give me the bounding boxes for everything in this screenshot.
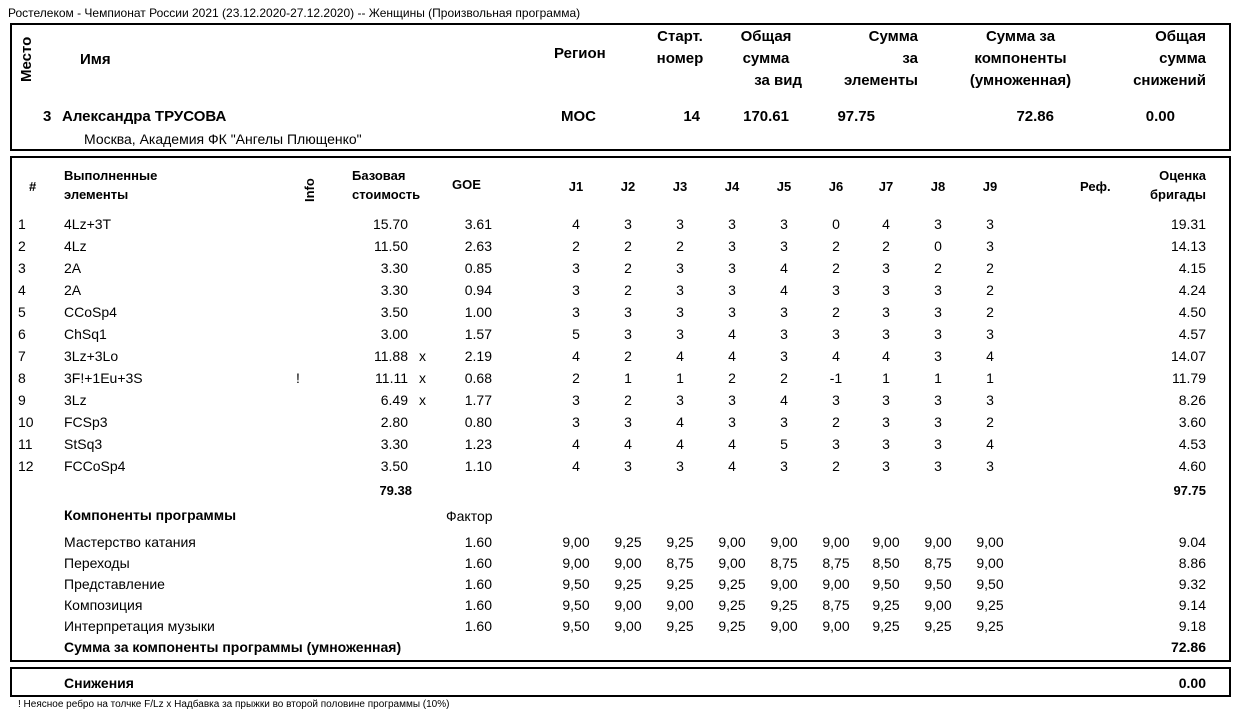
judge-component-score: 9,25 <box>976 597 1004 613</box>
judge-score: 0 <box>832 216 840 232</box>
judge-component-score: 8,75 <box>822 555 850 571</box>
judge-score: 3 <box>624 326 632 342</box>
col-judge-header: J2 <box>620 179 636 194</box>
judge-component-score: 9,50 <box>562 597 590 613</box>
judge-score: 1 <box>676 370 684 386</box>
judge-score: 3 <box>572 414 580 430</box>
judge-score: 3 <box>882 436 890 452</box>
judge-score: 4 <box>882 216 890 232</box>
element-panel-score: 4.60 <box>1178 458 1206 474</box>
judge-score: 2 <box>624 348 632 364</box>
component-name: Мастерство катания <box>64 534 196 550</box>
col-num-header: # <box>29 179 37 194</box>
skater-total-score: 170.61 <box>743 108 789 125</box>
judge-component-score: 9,00 <box>614 555 642 571</box>
judge-score: 3 <box>934 304 942 320</box>
element-base-value: 11.88 <box>374 348 408 364</box>
element-goe: 0.68 <box>464 370 492 386</box>
judge-score: 0 <box>934 238 942 254</box>
deductions-box <box>10 667 1231 697</box>
element-number: 6 <box>18 326 26 342</box>
judge-score: 3 <box>676 260 684 276</box>
judge-component-score: 9,00 <box>822 618 850 634</box>
judge-score: 2 <box>832 238 840 254</box>
element-code: 3Lz+3Lo <box>64 348 119 364</box>
footnote: ! Неясное ребро на толчке F/Lz x Надбавка за прыжки во второй половине программы (10%) <box>18 699 450 710</box>
element-code: CCoSp4 <box>64 304 117 320</box>
judge-score: 4 <box>728 458 736 474</box>
judge-score: 3 <box>624 458 632 474</box>
element-number: 10 <box>18 414 34 430</box>
element-code: 2A <box>64 260 82 276</box>
col-judge-header: J4 <box>724 179 740 194</box>
judge-score: 2 <box>986 260 994 276</box>
deductions-value: 0.00 <box>1178 675 1206 691</box>
judge-score: 3 <box>676 304 684 320</box>
judge-score: 4 <box>572 436 580 452</box>
element-panel-score: 3.60 <box>1178 414 1206 430</box>
judge-score: 3 <box>882 458 890 474</box>
judge-score: 3 <box>934 392 942 408</box>
element-goe: 1.23 <box>464 436 492 452</box>
element-base-value: 3.30 <box>380 260 408 276</box>
element-goe: 2.19 <box>464 348 492 364</box>
element-goe: 1.10 <box>464 458 492 474</box>
document-title: Ростелеком - Чемпионат России 2021 (23.12.2020-27.12.2020) -- Женщины (Произвольная программа) <box>8 6 581 20</box>
element-base-value: 3.50 <box>380 458 408 474</box>
element-code: ChSq1 <box>64 326 107 342</box>
judge-component-score: 9,25 <box>872 618 900 634</box>
judge-component-score: 8,75 <box>822 597 850 613</box>
judge-score: 3 <box>728 304 736 320</box>
component-factor: 1.60 <box>464 618 492 634</box>
judge-component-score: 9,00 <box>822 534 850 550</box>
element-panel-score: 4.15 <box>1178 260 1206 276</box>
judge-score: 2 <box>624 238 632 254</box>
components-sum-value: 72.86 <box>1170 639 1206 655</box>
judge-score: 2 <box>832 260 840 276</box>
skater-deductions: 0.00 <box>1145 108 1175 125</box>
judge-component-score: 9,25 <box>872 597 900 613</box>
judge-component-score: 8,75 <box>666 555 694 571</box>
judge-score: 3 <box>934 348 942 364</box>
element-number: 1 <box>18 216 26 232</box>
element-panel-score: 11.79 <box>1172 370 1206 386</box>
judge-score: 3 <box>832 326 840 342</box>
judge-score: 3 <box>624 414 632 430</box>
col-base-value-header: Базовая стоимость <box>352 168 421 202</box>
judge-component-score: 9,25 <box>666 618 694 634</box>
component-name: Композиция <box>64 597 143 613</box>
element-base-value: 11.50 <box>374 238 408 254</box>
judge-component-score: 9,50 <box>562 618 590 634</box>
judge-component-score: 9,50 <box>924 576 952 592</box>
judge-score: 1 <box>624 370 632 386</box>
judge-score: 3 <box>728 238 736 254</box>
element-goe: 0.94 <box>464 282 492 298</box>
elements-total: 97.75 <box>1173 483 1206 498</box>
judge-score: 1 <box>934 370 942 386</box>
element-goe: 1.00 <box>464 304 492 320</box>
element-panel-score: 14.13 <box>1170 238 1206 254</box>
judge-score: 3 <box>986 458 994 474</box>
skater-start-number: 14 <box>683 108 700 125</box>
judge-score: 4 <box>676 348 684 364</box>
col-judge-header: J9 <box>982 179 998 194</box>
element-code: FCCoSp4 <box>64 458 126 474</box>
judge-component-score: 9,00 <box>976 555 1004 571</box>
judge-score: 1 <box>986 370 994 386</box>
element-base-value: 2.80 <box>380 414 408 430</box>
component-name: Интерпретация музыки <box>64 618 215 634</box>
judge-score: 4 <box>728 348 736 364</box>
judge-score: 3 <box>882 414 890 430</box>
judge-score: 3 <box>934 282 942 298</box>
judge-score: 2 <box>572 238 580 254</box>
judge-component-score: 9,00 <box>718 534 746 550</box>
element-number: 12 <box>18 458 34 474</box>
judge-score: 3 <box>728 260 736 276</box>
judge-score: 4 <box>986 348 994 364</box>
element-number: 9 <box>18 392 26 408</box>
judge-score: 3 <box>572 392 580 408</box>
element-second-half-bonus: x <box>419 392 426 408</box>
element-panel-score: 8.26 <box>1178 392 1206 408</box>
judge-component-score: 9,25 <box>976 618 1004 634</box>
judge-component-score: 9,00 <box>770 618 798 634</box>
judge-score: 1 <box>882 370 890 386</box>
judge-score: 3 <box>624 304 632 320</box>
element-panel-score: 4.57 <box>1178 326 1206 342</box>
judge-score: 3 <box>780 326 788 342</box>
element-number: 3 <box>18 260 26 276</box>
element-base-value: 3.50 <box>380 304 408 320</box>
component-score: 8.86 <box>1178 555 1206 571</box>
deductions-label: Снижения <box>64 675 134 691</box>
element-base-value: 6.49 <box>380 392 408 408</box>
element-goe: 2.63 <box>464 238 492 254</box>
region-header: Регион <box>554 45 606 62</box>
component-factor: 1.60 <box>464 534 492 550</box>
judge-score: 4 <box>780 282 788 298</box>
judge-score: 2 <box>780 370 788 386</box>
col-panel-score-header: Оценка бригады <box>1150 168 1206 202</box>
judge-score: 2 <box>986 414 994 430</box>
judge-score: 4 <box>728 326 736 342</box>
judge-component-score: 9,25 <box>718 576 746 592</box>
judge-score: 3 <box>676 326 684 342</box>
judge-score: 5 <box>572 326 580 342</box>
judge-score: 3 <box>780 414 788 430</box>
judge-score: 2 <box>676 238 684 254</box>
element-number: 8 <box>18 370 26 386</box>
judge-component-score: 9,25 <box>614 534 642 550</box>
judge-score: 3 <box>572 304 580 320</box>
element-panel-score: 14.07 <box>1170 348 1206 364</box>
component-score: 9.32 <box>1178 576 1206 592</box>
element-number: 11 <box>18 436 33 452</box>
element-number: 4 <box>18 282 26 298</box>
judge-score: 2 <box>986 282 994 298</box>
judge-score: 4 <box>676 436 684 452</box>
element-base-value: 3.30 <box>380 436 408 452</box>
element-number: 7 <box>18 348 26 364</box>
element-panel-score: 4.24 <box>1178 282 1206 298</box>
components-title: Компоненты программы <box>64 507 237 523</box>
judge-component-score: 9,25 <box>924 618 952 634</box>
judge-score: 3 <box>676 282 684 298</box>
judge-score: 4 <box>572 348 580 364</box>
base-value-total: 79.38 <box>379 483 412 498</box>
judge-score: 3 <box>832 282 840 298</box>
judge-score: 3 <box>728 282 736 298</box>
judge-component-score: 8,75 <box>770 555 798 571</box>
element-goe: 0.80 <box>464 414 492 430</box>
judge-component-score: 9,50 <box>976 576 1004 592</box>
place-header: Место <box>18 36 35 82</box>
judge-score: 4 <box>780 260 788 276</box>
name-header: Имя <box>80 51 111 68</box>
judge-score: 3 <box>934 216 942 232</box>
judge-score: 3 <box>832 436 840 452</box>
judge-component-score: 9,00 <box>666 597 694 613</box>
judge-component-score: 9,00 <box>614 618 642 634</box>
judge-score: 2 <box>624 282 632 298</box>
judge-score: 3 <box>624 216 632 232</box>
element-info: ! <box>296 370 300 386</box>
judge-score: 5 <box>780 436 788 452</box>
element-code: StSq3 <box>64 436 103 452</box>
skater-place: 3 <box>43 108 52 125</box>
judge-score: 3 <box>986 326 994 342</box>
element-number: 5 <box>18 304 26 320</box>
judge-component-score: 9,00 <box>562 555 590 571</box>
skater-region: MOC <box>561 108 596 125</box>
judge-score: 3 <box>572 260 580 276</box>
judge-score: 4 <box>986 436 994 452</box>
element-code: 4Lz+3T <box>64 216 112 232</box>
judge-score: 4 <box>882 348 890 364</box>
judge-component-score: 9,25 <box>614 576 642 592</box>
judge-score: 2 <box>728 370 736 386</box>
skater-elements-score: 97.75 <box>837 108 875 125</box>
judge-score: 3 <box>780 458 788 474</box>
judge-score: 2 <box>624 260 632 276</box>
judge-score: 3 <box>882 282 890 298</box>
component-factor: 1.60 <box>464 576 492 592</box>
element-number: 2 <box>18 238 26 254</box>
element-code: 4Lz <box>64 238 87 254</box>
judge-score: 2 <box>986 304 994 320</box>
judge-score: 2 <box>832 304 840 320</box>
judge-score: 3 <box>676 458 684 474</box>
judge-component-score: 9,00 <box>924 534 952 550</box>
judge-score: 3 <box>882 304 890 320</box>
judge-component-score: 9,50 <box>562 576 590 592</box>
judge-score: 3 <box>572 282 580 298</box>
judge-component-score: 9,00 <box>822 576 850 592</box>
judge-component-score: 8,75 <box>924 555 952 571</box>
judge-component-score: 9,25 <box>666 534 694 550</box>
judge-score: 3 <box>882 260 890 276</box>
judge-score: 3 <box>986 238 994 254</box>
judge-component-score: 9,25 <box>666 576 694 592</box>
judge-score: 3 <box>934 414 942 430</box>
judge-score: 3 <box>986 392 994 408</box>
judge-component-score: 9,00 <box>924 597 952 613</box>
judge-component-score: 9,25 <box>718 618 746 634</box>
col-goe-header: GOE <box>452 177 481 192</box>
judge-score: 3 <box>676 216 684 232</box>
element-goe: 0.85 <box>464 260 492 276</box>
element-code: FCSp3 <box>64 414 108 430</box>
judge-score: 4 <box>832 348 840 364</box>
skater-name: Александра ТРУСОВА <box>62 108 227 125</box>
judge-score: 2 <box>832 458 840 474</box>
element-base-value: 15.70 <box>372 216 408 232</box>
element-base-value: 3.30 <box>380 282 408 298</box>
judge-score: -1 <box>829 370 843 386</box>
judge-component-score: 9,00 <box>872 534 900 550</box>
judge-score: 4 <box>728 436 736 452</box>
judge-score: 2 <box>624 392 632 408</box>
judge-score: 3 <box>780 238 788 254</box>
factor-label: Фактор <box>446 508 493 524</box>
element-code: 3Lz <box>64 392 87 408</box>
judge-score: 3 <box>934 326 942 342</box>
judge-score: 3 <box>780 304 788 320</box>
judge-score: 2 <box>882 238 890 254</box>
start-number-header: Старт. номер <box>656 28 704 67</box>
components-sum-label: Сумма за компоненты программы (умноженная) <box>64 639 402 655</box>
element-goe: 1.57 <box>464 326 492 342</box>
col-element-header: Выполненные элементы <box>64 168 158 202</box>
element-goe: 3.61 <box>464 216 492 232</box>
judge-score: 3 <box>832 392 840 408</box>
judge-score: 3 <box>676 392 684 408</box>
judge-score: 2 <box>934 260 942 276</box>
judge-score: 3 <box>780 216 788 232</box>
col-judge-header: J8 <box>930 179 946 194</box>
components-sum-header: Сумма за компоненты (умноженная) <box>969 28 1072 89</box>
element-panel-score: 19.31 <box>1170 216 1206 232</box>
judge-component-score: 9,00 <box>770 576 798 592</box>
total-score-header: Общая сумма за вид <box>740 28 802 89</box>
col-judge-header: J7 <box>878 179 894 194</box>
col-judge-header: J5 <box>776 179 792 194</box>
element-second-half-bonus: x <box>419 348 426 364</box>
element-base-value: 3.00 <box>380 326 408 342</box>
judge-score: 3 <box>986 216 994 232</box>
judge-score: 4 <box>572 216 580 232</box>
col-info-header: Info <box>302 178 317 202</box>
component-score: 9.04 <box>1178 534 1206 550</box>
judge-component-score: 8,50 <box>872 555 900 571</box>
col-judge-header: J6 <box>828 179 844 194</box>
component-name: Переходы <box>64 555 130 571</box>
element-goe: 1.77 <box>464 392 492 408</box>
judge-score: 2 <box>572 370 580 386</box>
element-second-half-bonus: x <box>419 370 426 386</box>
judge-score: 3 <box>728 392 736 408</box>
judge-component-score: 9,50 <box>872 576 900 592</box>
skater-club: Москва, Академия ФК "Ангелы Плющенко" <box>84 131 362 147</box>
skater-components-score: 72.86 <box>1016 108 1054 125</box>
component-name: Представление <box>64 576 165 592</box>
judge-score: 3 <box>882 326 890 342</box>
col-referee-header: Реф. <box>1080 179 1111 194</box>
component-factor: 1.60 <box>464 597 492 613</box>
judge-score: 3 <box>934 436 942 452</box>
judge-score: 4 <box>676 414 684 430</box>
judge-score: 4 <box>780 392 788 408</box>
judge-component-score: 9,25 <box>718 597 746 613</box>
judge-score: 3 <box>780 348 788 364</box>
element-panel-score: 4.50 <box>1178 304 1206 320</box>
judge-component-score: 9,00 <box>562 534 590 550</box>
deductions-sum-header: Общая сумма снижений <box>1133 28 1206 89</box>
element-panel-score: 4.53 <box>1178 436 1206 452</box>
judge-score: 4 <box>624 436 632 452</box>
element-code: 3F!+1Eu+3S <box>64 370 143 386</box>
judge-score: 3 <box>882 392 890 408</box>
judge-component-score: 9,00 <box>718 555 746 571</box>
component-factor: 1.60 <box>464 555 492 571</box>
col-judge-header: J3 <box>672 179 688 194</box>
elements-sum-header: Сумма за элементы <box>843 28 918 89</box>
judge-score: 2 <box>832 414 840 430</box>
element-base-value: 11.11 <box>375 370 408 386</box>
col-judge-header: J1 <box>568 179 584 194</box>
judge-component-score: 9,00 <box>976 534 1004 550</box>
judge-score: 3 <box>728 216 736 232</box>
element-code: 2A <box>64 282 82 298</box>
judge-component-score: 9,25 <box>770 597 798 613</box>
judge-score: 3 <box>934 458 942 474</box>
component-score: 9.14 <box>1178 597 1206 613</box>
judge-component-score: 9,00 <box>770 534 798 550</box>
judge-score: 3 <box>728 414 736 430</box>
judge-component-score: 9,00 <box>614 597 642 613</box>
component-score: 9.18 <box>1178 618 1206 634</box>
judge-score: 4 <box>572 458 580 474</box>
